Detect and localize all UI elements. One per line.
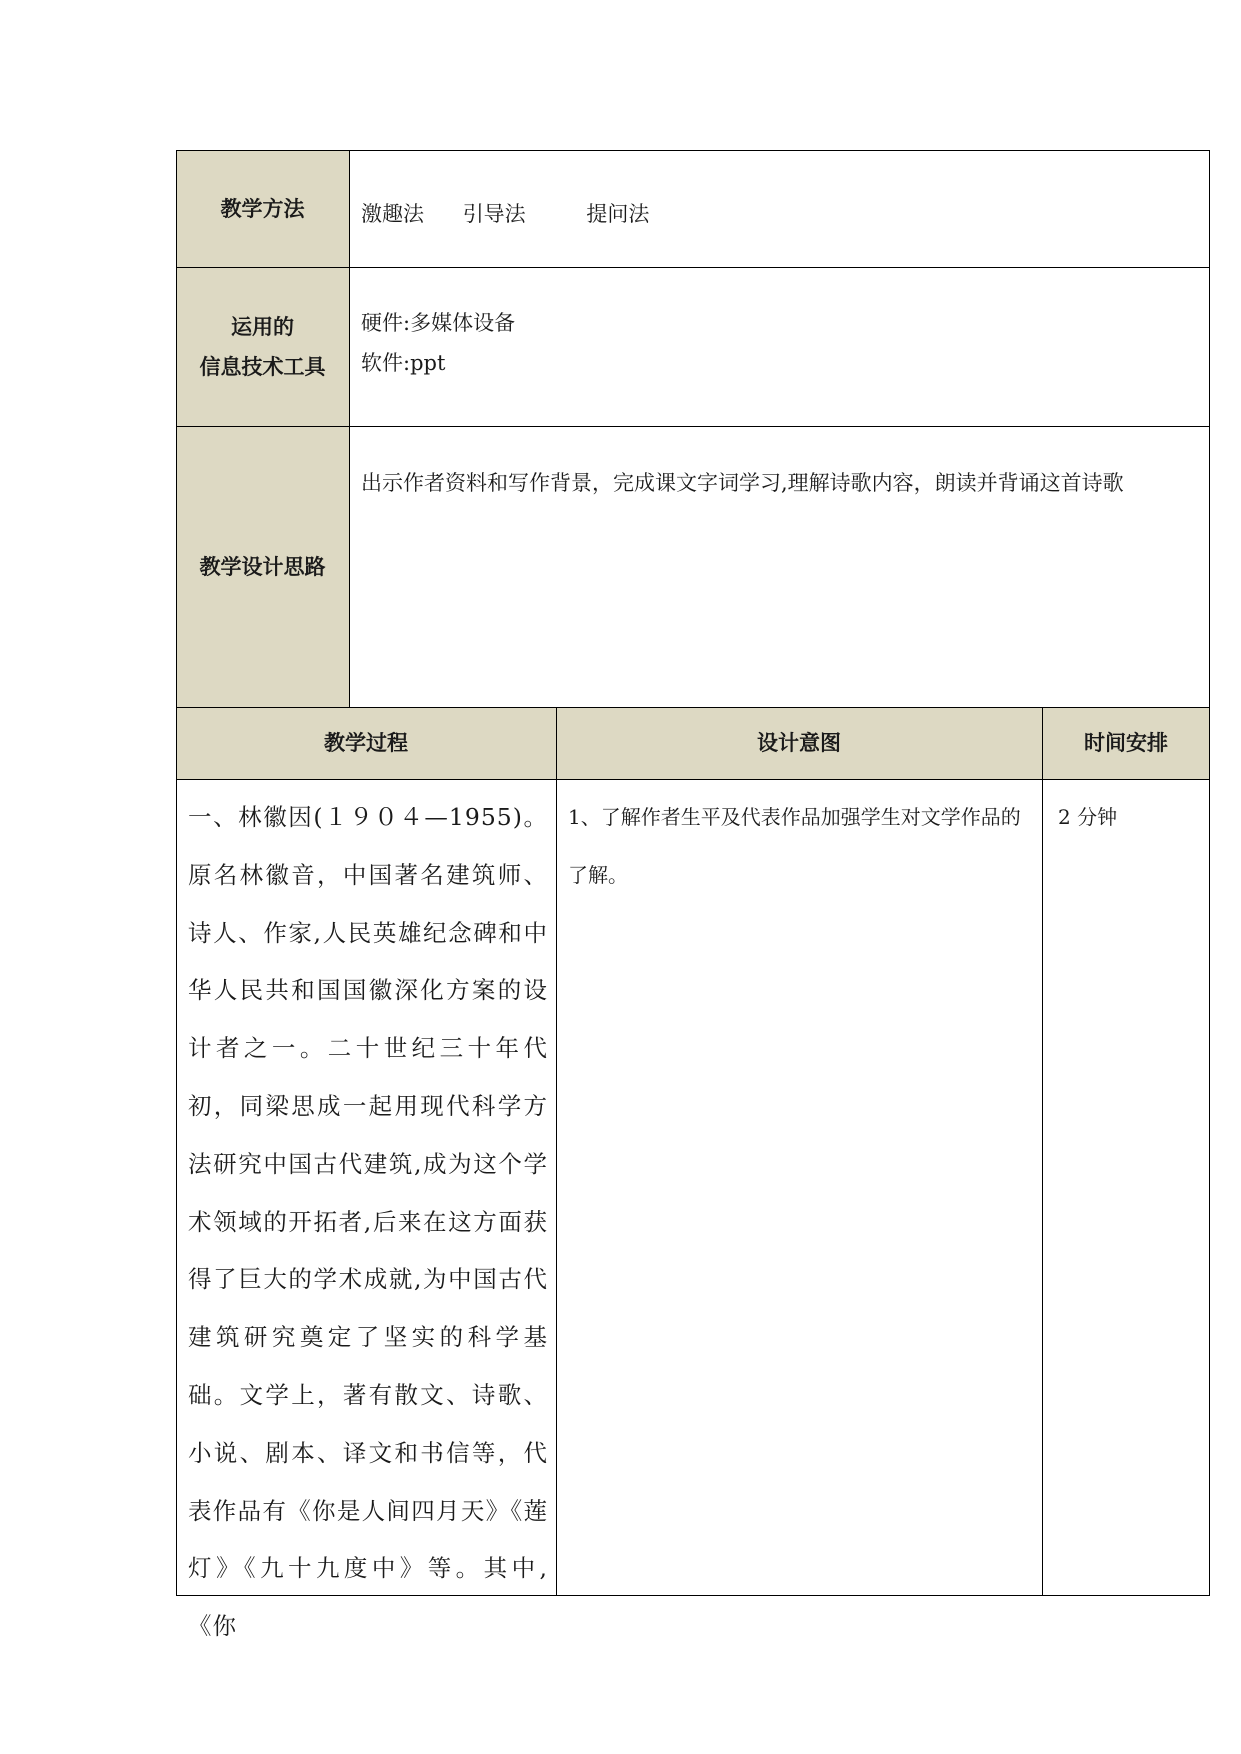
method-item-2: 引导法 [462,202,526,226]
time-header: 时间安排 [1084,731,1168,755]
design-content: 出示作者资料和写作背景，完成课文字词学习,理解诗歌内容，朗读并背诵这首诗歌 [361,471,1124,495]
table-border-left [176,150,177,1596]
tools-label-cell [176,267,349,426]
process-header: 教学过程 [324,731,408,755]
design-value-cell [349,426,1210,707]
row-divider-2 [176,426,1210,427]
row-divider-4 [176,779,1210,780]
tools-value-cell [349,267,1210,426]
process-content: 一、林徽因(１９０４—1955)。原名林徽音，中国著名建筑师、诗人、作家,人民英雄纪念碑和中华人民共和国国徽深化方案的设计者之一。二十世纪三十年代初，同梁思成一起用现代科学方法研究中国古代建筑,成为这个学术领域的开拓者,后来在这方面获得了巨大的学术成就,为中国古代建筑研究奠定了坚实的科学基础。文学上，著有散文、诗歌、小说、剧本、译文和书信等，代表作品有《你是人间四月天》《莲灯》《九十九度中》等。其中,《你 [188,803,548,1641]
design-label-cell [176,426,349,707]
table-border-bottom [176,1595,1210,1596]
method-value-cell [349,150,1210,267]
method-label-cell [176,150,349,267]
design-label: 教学设计思路 [199,554,326,579]
time-header-cell [1042,707,1210,779]
tools-label-line-2: 信息技术工具 [199,354,326,379]
process-header-cell [176,707,556,779]
process-column-divider [556,707,557,1596]
table-border-top [176,150,1210,151]
method-label: 教学方法 [220,196,305,221]
intent-content: 1、了解作者生平及代表作品加强学生对文学作品的了解。 [568,805,1021,887]
intent-header-cell [556,707,1042,779]
method-item-1: 激趣法 [361,202,424,226]
intent-header: 设计意图 [757,731,841,755]
label-column-divider [349,150,350,707]
tools-software: 软件:ppt [361,351,446,375]
lesson-plan-table [176,150,1210,1641]
row-divider-3 [176,707,1210,708]
time-content: 2 分钟 [1058,805,1118,829]
tools-label-line-1: 运用的 [231,314,294,339]
tools-hardware: 硬件:多媒体设备 [361,311,516,335]
table-border-right [1209,150,1210,1596]
method-item-3: 提问法 [586,202,650,226]
intent-content-cell [556,779,1042,1596]
time-content-cell [1042,779,1210,1596]
row-divider-1 [176,267,1210,268]
process-content-cell [176,779,556,1641]
time-column-divider [1042,707,1043,1596]
